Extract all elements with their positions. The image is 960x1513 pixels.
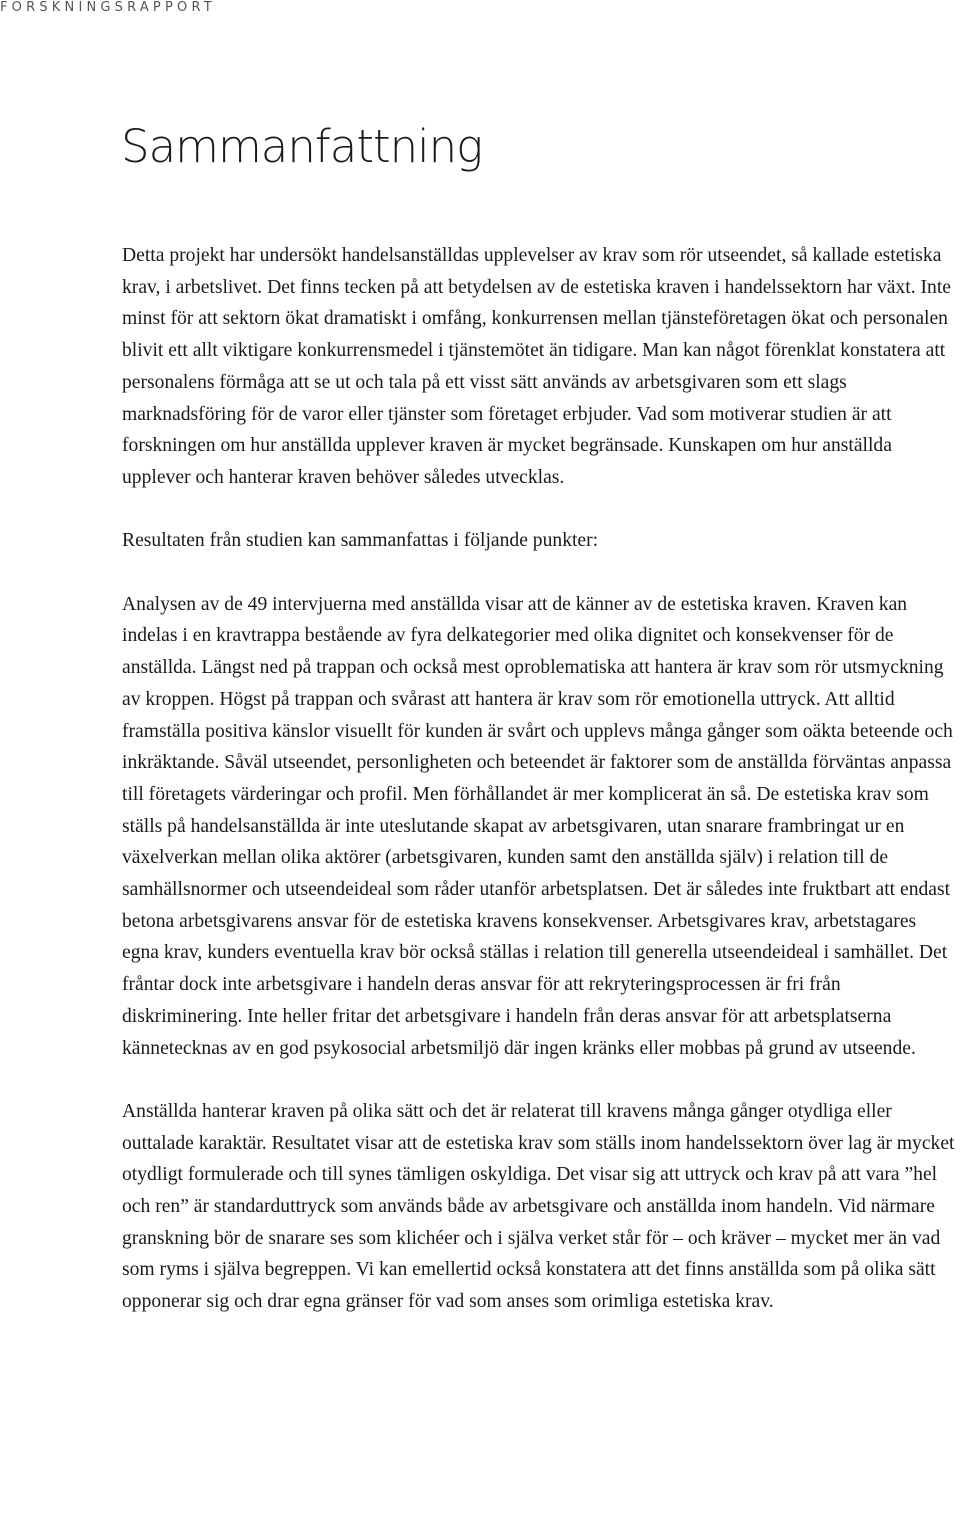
paragraph-analysis: Analysen av de 49 intervjuerna med anställda visar att de känner av de estetiska kraven. Kraven kan indelas i en kravtrappa bestående av fyra delkategorier med olika dignitet och konsekvenser för de anställda. Längst ned på trappan och också mest oproblematiska att hantera är krav som rör utsmyckning av kroppen. Högst på trappan och svårast att hantera är krav som rör emotionella uttryck. Att alltid framställa positiva känslor visuellt för kunden är svårt och upplevs många gånger som oäkta beteende och inkräktande. Såväl utseendet, personligheten och beteendet är faktorer som de anställda förväntas anpassa till företagets värderingar och profil. Men förhållandet är mer komplicerat än så. De estetiska krav som ställs på handelsanställda är inte uteslutande skapat av arbetsgivaren, utan snarare frambringat ur en växelverkan mellan olika aktörer (arbetsgivaren, kunden samt den anställda själv) i relation till de samhällsnormer och utseendeideal som råder utanför arbetsplatsen. Det är således inte fruktbart att endast betona arbetsgivarens ansvar för de estetiska kravens konsekvenser. Arbetsgivares krav, arbetstagares egna krav, kunders eventuella krav bör också ställas i relation till generella utseendeideal i samhället. Det fråntar dock inte arbetsgivare i handeln deras ansvar för att rekryteringsprocessen är fri från diskriminering. Inte heller fritar det arbetsgivare i handeln från deras ansvar för att arbetsplatserna kännetecknas av en god psykosocial arbetsmiljö där ingen kränks eller mobbas på grund av utseende. [122, 593, 953, 1059]
page-title: Sammanfattning [121, 120, 483, 173]
paragraph-intro: Detta projekt har undersökt handelsanställdas upplevelser av krav som rör utseendet, så kallade estetiska krav, i arbetslivet. Det finns tecken på att betydelsen av de estetiska kraven i handelssektorn har växt. Inte minst för att sektorn ökat dramatiskt i omfång, konkurrensen mellan tjänsteföretagen ökat och personalen blivit ett allt viktigare konkurrensmedel i tjänstemötet än tidigare. Man kan något förenklat konstatera att personalens förmåga att se ut och tala på ett visst sätt används av arbetsgivaren som ett slags marknadsföring för de varor eller tjänster som företaget erbjuder. Vad som motiverar studien är att forskningen om hur anställda upplever kraven är mycket begränsade. Kunskapen om hur anställda upplever och hanterar kraven behöver således utvecklas. [122, 245, 951, 488]
paragraph-handling: Anställda hanterar kraven på olika sätt och det är relaterat till kravens många gånger otydliga eller outtalade karaktär. Resultatet visar att de estetiska krav som ställs inom handelssektorn över lag är mycket otydligt formulerade och till synes tämligen oskyldiga. Det visar sig att uttryck och krav på att vara ”hel och ren” är standarduttryck som används både av arbetsgivare och anställda inom handeln. Vid närmare granskning bör de snarare ses som klichéer och i själva verket står för – och kräver – mycket mer än vad som ryms i själva begreppen. Vi kan emellertid också konstatera att det finns anställda som på olika sätt opponerar sig och drar egna gränser för vad som anses som orimliga estetiska krav. [122, 1100, 955, 1313]
paragraph-results-lead: Resultaten från studien kan sammanfattas i följande punkter: [122, 530, 599, 552]
summary-body [122, 240, 958, 1318]
running-header: FORSKNINGSRAPPORT [0, 0, 216, 15]
